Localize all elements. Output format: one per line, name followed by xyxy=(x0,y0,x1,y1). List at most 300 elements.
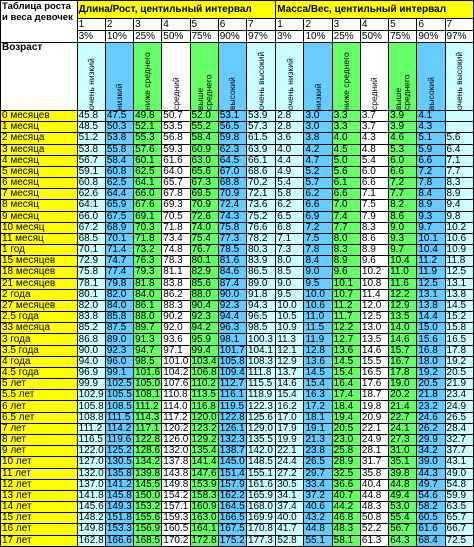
length-value-cell: 156.9 xyxy=(135,523,161,535)
length-value-cell: 90.0 xyxy=(218,289,246,300)
length-value-cell: 132.0 xyxy=(163,445,189,457)
weight-value-cell: 28.1 xyxy=(360,446,388,457)
weight-column-number-2: 2 xyxy=(304,19,332,31)
length-value-cell: 53.8 xyxy=(77,144,105,155)
length-value-cell: 88.0 xyxy=(134,312,162,323)
length-value-cell: 78.3 xyxy=(162,256,190,267)
weight-value-cell: 12.5 xyxy=(360,312,388,323)
weight-category-cell-5 xyxy=(389,43,417,111)
weight-value-cell: 6.8 xyxy=(276,222,304,233)
weight-value-cell: 20.9 xyxy=(360,412,388,423)
weight-value-cell: 54.8 xyxy=(445,479,473,490)
length-value-cell: 141.2 xyxy=(106,478,132,490)
length-value-cell: 158.3 xyxy=(191,489,217,501)
age-cell: 15 месяцев xyxy=(1,256,78,267)
length-value-cell: 134.2 xyxy=(135,456,161,468)
weight-value-cell: 8.5 xyxy=(276,267,304,278)
weight-value-cell: 43.2 xyxy=(304,513,332,524)
length-value-cell: 64.1 xyxy=(134,178,162,189)
length-value-cell: 64.0 xyxy=(162,166,190,177)
length-value-cell: 97.1 xyxy=(162,345,190,356)
length-value-cell: 104.1 xyxy=(246,345,275,356)
weight-value-cell: 17.0 xyxy=(276,412,304,423)
weight-value-cell: 4.1 xyxy=(417,111,445,122)
weight-value-cell: 7.5 xyxy=(360,200,388,211)
weight-value-cell: 10.6 xyxy=(445,233,473,244)
length-value-cell: 73.2 xyxy=(134,245,162,256)
age-cell: 9 лет xyxy=(1,446,78,457)
weight-value-cell: 11.5 xyxy=(304,323,332,334)
weight-value-cell: 37.7 xyxy=(445,446,473,457)
length-value-cell: 74.7 xyxy=(105,256,133,267)
length-value-cell: 72.4 xyxy=(218,200,246,211)
length-value-cell: 149.3 xyxy=(106,501,132,513)
table-row xyxy=(1,312,474,323)
weight-value-cell: 9.5 xyxy=(304,278,332,289)
length-value-cell: 67.8 xyxy=(162,189,190,200)
table-row xyxy=(1,356,474,367)
weight-value-cell: 52.8 xyxy=(276,535,304,546)
length-value-cell: 145.6 xyxy=(78,501,104,513)
length-value-cell: 58.4 xyxy=(190,133,218,144)
length-value-cell: 85.8 xyxy=(105,312,133,323)
length-value-cell: 151.4 xyxy=(219,467,245,479)
age-cell: 11 месяц xyxy=(1,233,78,244)
length-value-cell: 119.5 xyxy=(218,401,246,412)
length-value-cell: 60.1 xyxy=(134,155,162,166)
length-value-cell: 148.5 xyxy=(246,457,275,468)
weight-value-cell: 15.5 xyxy=(360,356,388,367)
age-cell: 10 лет xyxy=(1,457,78,468)
weight-value-cell: 13.1 xyxy=(445,278,473,289)
weight-value-cell: 8.6 xyxy=(360,233,388,244)
length-value-cell: 55.2 xyxy=(190,122,218,133)
table-row xyxy=(1,111,474,122)
weight-value-cell: 11.2 xyxy=(417,256,445,267)
weight-value-cell: 66.7 xyxy=(445,524,473,535)
length-value-cell: 74.0 xyxy=(190,222,218,233)
weight-value-cell: 40.4 xyxy=(360,479,388,490)
length-value-cell: 59.8 xyxy=(218,133,246,144)
length-value-cell: 64.4 xyxy=(105,189,133,200)
length-percentile-7: 97% xyxy=(246,31,275,43)
weight-value-cell: 14.4 xyxy=(417,312,445,323)
weight-value-cell: 22.1 xyxy=(360,423,388,434)
length-value-cell: 91.3 xyxy=(134,334,162,345)
length-value-cell: 85.6 xyxy=(190,278,218,289)
length-value-cell: 66.0 xyxy=(134,189,162,200)
length-value-cell: 112.7 xyxy=(218,379,246,390)
weight-value-cell: 16.8 xyxy=(417,345,445,356)
length-value-cell: 141.4 xyxy=(191,456,217,468)
weight-value-cell: 8.2 xyxy=(389,200,417,211)
length-value-cell: 105.5 xyxy=(106,389,132,401)
length-value-cell: 103.4 xyxy=(191,355,217,367)
weight-value-cell: 14.6 xyxy=(360,345,388,356)
length-value-cell: 99.1 xyxy=(105,367,133,378)
length-value-cell: 92.3 xyxy=(190,312,218,323)
table-row xyxy=(1,479,474,490)
weight-value-cell: 61.3 xyxy=(360,535,388,546)
weight-value-cell: 7.5 xyxy=(304,233,332,244)
weight-value-cell: 9.8 xyxy=(445,211,473,222)
length-value-cell: 172.8 xyxy=(191,534,217,546)
age-cell: 10 месяц xyxy=(1,222,78,233)
weight-value-cell: 32.5 xyxy=(332,468,360,479)
weight-value-cell: 7.7 xyxy=(389,189,417,200)
length-column-number-5: 5 xyxy=(190,19,218,31)
weight-value-cell: 5.6 xyxy=(332,166,360,177)
length-value-cell: 53.9 xyxy=(246,111,275,122)
length-value-cell: 108.8 xyxy=(78,411,104,423)
length-value-cell: 167.5 xyxy=(219,523,245,535)
length-value-cell: 117.2 xyxy=(162,412,190,423)
age-cell: 16 лет xyxy=(1,524,78,535)
table-title: Таблица роста и веса девочек xyxy=(1,1,78,43)
length-value-cell: 94.0 xyxy=(77,356,105,367)
table-row xyxy=(1,524,474,535)
age-cell: 21 месяцев xyxy=(1,278,78,289)
weight-value-cell: 29.7 xyxy=(304,468,332,479)
length-value-cell: 157.1 xyxy=(163,501,189,513)
table-row xyxy=(1,401,474,412)
weight-value-cell: 16.3 xyxy=(304,390,332,401)
weight-value-cell: 24.1 xyxy=(389,423,417,434)
weight-value-cell: 25.8 xyxy=(332,446,360,457)
length-percentile-1: 3% xyxy=(77,31,105,43)
weight-group-header: Масса/Вес, центильный интервал xyxy=(276,1,474,19)
weight-value-cell: 26.5 xyxy=(304,457,332,468)
table-row xyxy=(1,434,474,445)
length-value-cell: 157.9 xyxy=(219,478,245,490)
length-value-cell: 177.3 xyxy=(246,535,275,546)
weight-value-cell: 21.3 xyxy=(304,434,332,445)
length-value-cell: 108.5 xyxy=(106,400,132,412)
length-value-cell: 53.5 xyxy=(162,122,190,133)
length-value-cell: 53.1 xyxy=(218,111,246,122)
weight-value-cell: 61.6 xyxy=(417,524,445,535)
weight-column-number-3: 3 xyxy=(332,19,360,31)
weight-value-cell: 16.5 xyxy=(445,334,473,345)
age-cell: 9 месяц xyxy=(1,211,78,222)
weight-value-cell: 5.1 xyxy=(417,133,445,144)
length-value-cell: 68.5 xyxy=(77,233,105,244)
age-cell: 2.5 года xyxy=(1,312,78,323)
length-value-cell: 132.3 xyxy=(219,434,245,446)
length-value-cell: 166.6 xyxy=(106,534,132,546)
length-category-label: выше среднего xyxy=(194,74,214,110)
length-value-cell: 110.8 xyxy=(162,390,190,401)
length-value-cell: 160.5 xyxy=(163,523,189,535)
weight-percentile-4: 50% xyxy=(360,31,388,43)
weight-value-cell: 8.0 xyxy=(332,233,360,244)
length-value-cell: 85.2 xyxy=(77,323,105,334)
weight-category-label: средний xyxy=(369,77,380,110)
length-value-cell: 141.8 xyxy=(78,489,104,501)
length-value-cell: 96.5 xyxy=(246,312,275,323)
length-value-cell: 155.6 xyxy=(135,512,161,524)
weight-value-cell: 9.6 xyxy=(332,267,360,278)
length-value-cell: 88.3 xyxy=(162,300,190,311)
length-value-cell: 100.3 xyxy=(246,334,275,345)
weight-value-cell: 10.0 xyxy=(304,289,332,300)
length-value-cell: 87.4 xyxy=(218,278,246,289)
weight-value-cell: 8.3 xyxy=(445,178,473,189)
weight-value-cell: 37.2 xyxy=(304,490,332,501)
weight-value-cell: 10.4 xyxy=(417,245,445,256)
length-value-cell: 52.0 xyxy=(190,111,218,122)
weight-value-cell: 53.0 xyxy=(389,502,417,513)
weight-value-cell: 60.5 xyxy=(417,513,445,524)
weight-value-cell: 40.7 xyxy=(332,490,360,501)
weight-value-cell: 12.9 xyxy=(276,356,304,367)
length-value-cell: 86.2 xyxy=(162,289,190,300)
length-value-cell: 101.7 xyxy=(219,344,245,356)
length-value-cell: 62.3 xyxy=(218,144,246,155)
weight-percentile-3: 25% xyxy=(332,31,360,43)
length-category-cell-7 xyxy=(246,43,275,111)
length-value-cell: 65.9 xyxy=(105,200,133,211)
length-value-cell: 123.2 xyxy=(191,422,217,434)
length-value-cell: 118.9 xyxy=(246,390,275,401)
length-value-cell: 149.8 xyxy=(163,478,189,490)
weight-value-cell: 6.0 xyxy=(389,155,417,166)
length-value-cell: 72.1 xyxy=(246,189,275,200)
age-cell: 17 лет xyxy=(1,535,78,546)
length-value-cell: 90.2 xyxy=(162,312,190,323)
length-category-label: ниже среднего xyxy=(142,52,153,110)
weight-value-cell: 35.8 xyxy=(360,468,388,479)
weight-value-cell: 6.4 xyxy=(445,144,473,155)
length-value-cell: 67.2 xyxy=(77,222,105,233)
weight-value-cell: 7.8 xyxy=(304,245,332,256)
weight-value-cell: 19.8 xyxy=(360,401,388,412)
weight-value-cell: 3.9 xyxy=(389,122,417,133)
weight-value-cell: 9.0 xyxy=(304,267,332,278)
age-cell: 4.5 года xyxy=(1,367,78,378)
weight-value-cell: 44.8 xyxy=(389,479,417,490)
weight-value-cell: 13.5 xyxy=(360,334,388,345)
length-value-cell: 126.0 xyxy=(163,434,189,446)
length-value-cell: 170.2 xyxy=(163,534,189,546)
weight-value-cell: 5.6 xyxy=(445,133,473,144)
length-value-cell: 161.6 xyxy=(246,479,275,490)
length-value-cell: 62.5 xyxy=(105,178,133,189)
weight-value-cell: 39.0 xyxy=(417,457,445,468)
weight-value-cell: 11.7 xyxy=(332,312,360,323)
weight-value-cell: 3.6 xyxy=(276,133,304,144)
length-value-cell: 155.1 xyxy=(246,468,275,479)
group-header-row xyxy=(1,1,474,19)
length-value-cell: 72.6 xyxy=(190,211,218,222)
weight-value-cell: 8.6 xyxy=(389,211,417,222)
length-value-cell: 78.2 xyxy=(246,233,275,244)
weight-value-cell: 7.9 xyxy=(360,211,388,222)
age-column-header: Возраст xyxy=(1,43,78,111)
table-row xyxy=(1,412,474,423)
weight-value-cell: 12.5 xyxy=(417,278,445,289)
weight-value-cell: 14.6 xyxy=(276,379,304,390)
length-value-cell: 96.3 xyxy=(218,323,246,334)
length-value-cell: 135.4 xyxy=(191,445,217,457)
weight-value-cell: 7.1 xyxy=(445,155,473,166)
weight-value-cell: 15.2 xyxy=(445,312,473,323)
age-cell: 4 года xyxy=(1,356,78,367)
weight-value-cell: 13.8 xyxy=(417,300,445,311)
age-cell: 18 месяцев xyxy=(1,267,78,278)
length-value-cell: 116.5 xyxy=(77,434,105,445)
length-value-cell: 59.1 xyxy=(77,166,105,177)
table-header xyxy=(1,1,474,111)
weight-value-cell: 6.0 xyxy=(360,166,388,177)
table-row xyxy=(1,200,474,211)
length-category-cell-5 xyxy=(190,43,218,111)
length-column-number-4: 4 xyxy=(162,19,190,31)
weight-value-cell: 4.0 xyxy=(332,133,360,144)
length-value-cell: 90.4 xyxy=(190,300,218,311)
length-value-cell: 150.0 xyxy=(135,489,161,501)
weight-value-cell: 10.0 xyxy=(276,300,304,311)
weight-value-cell: 19.4 xyxy=(332,412,360,423)
length-value-cell: 65.7 xyxy=(162,178,190,189)
weight-value-cell: 11.0 xyxy=(389,267,417,278)
weight-value-cell: 12.2 xyxy=(332,323,360,334)
age-cell: 3 года xyxy=(1,334,78,345)
weight-column-number-5: 5 xyxy=(389,19,417,31)
length-value-cell: 92.0 xyxy=(162,323,190,334)
weight-value-cell: 44.3 xyxy=(417,468,445,479)
length-value-cell: 70.1 xyxy=(77,245,105,256)
length-value-cell: 151.8 xyxy=(106,512,132,524)
length-group-header: Длина/Рост, центильный интервал xyxy=(77,1,276,19)
length-value-cell: 84.0 xyxy=(134,289,162,300)
weight-value-cell: 9.7 xyxy=(389,245,417,256)
length-value-cell: 72.9 xyxy=(77,256,105,267)
weight-value-cell: 41.7 xyxy=(276,524,304,535)
weight-value-cell: 20.5 xyxy=(445,367,473,378)
age-cell: 13 лет xyxy=(1,490,78,501)
weight-value-cell: 19.2 xyxy=(445,356,473,367)
weight-value-cell: 40.0 xyxy=(276,513,304,524)
weight-value-cell: 10.8 xyxy=(360,278,388,289)
weight-value-cell: 65.7 xyxy=(445,513,473,524)
weight-value-cell: 33.4 xyxy=(304,479,332,490)
length-value-cell: 145.5 xyxy=(135,478,161,490)
length-value-cell: 91.8 xyxy=(246,289,275,300)
length-value-cell: 86.5 xyxy=(246,267,275,278)
table-row xyxy=(1,233,474,244)
length-value-cell: 60.8 xyxy=(105,166,133,177)
length-percentile-3: 25% xyxy=(134,31,162,43)
length-value-cell: 74.8 xyxy=(162,245,190,256)
length-value-cell: 166.5 xyxy=(219,512,245,524)
weight-category-cell-3 xyxy=(332,43,360,111)
length-value-cell: 137.8 xyxy=(163,456,189,468)
age-cell: 6 месяц xyxy=(1,178,78,189)
age-cell: 7 лет xyxy=(1,423,78,434)
weight-value-cell: 5.8 xyxy=(276,189,304,200)
weight-value-cell: 12.9 xyxy=(389,300,417,311)
age-cell: 8 лет xyxy=(1,434,78,445)
weight-percentile-1: 3% xyxy=(276,31,304,43)
weight-value-cell: 17.6 xyxy=(360,379,388,390)
age-cell: 15 лет xyxy=(1,513,78,524)
weight-value-cell: 59.9 xyxy=(445,490,473,501)
length-value-cell: 83.8 xyxy=(162,278,190,289)
length-value-cell: 168.5 xyxy=(135,534,161,546)
weight-value-cell: 44.2 xyxy=(332,502,360,513)
length-value-cell: 94.3 xyxy=(246,300,275,311)
length-value-cell: 110.2 xyxy=(190,379,218,390)
length-value-cell: 69.1 xyxy=(134,211,162,222)
length-value-cell: 60.9 xyxy=(190,144,218,155)
weight-value-cell: 7.3 xyxy=(276,245,304,256)
weight-value-cell: 9.0 xyxy=(389,222,417,233)
table-row xyxy=(1,535,474,546)
length-value-cell: 126.1 xyxy=(219,422,245,434)
length-value-cell: 108.3 xyxy=(246,356,275,367)
length-value-cell: 120.2 xyxy=(163,422,189,434)
length-value-cell: 70.9 xyxy=(190,200,218,211)
length-percentile-6: 90% xyxy=(218,31,246,43)
weight-value-cell: 27.3 xyxy=(389,434,417,445)
length-value-cell: 96.0 xyxy=(105,356,133,367)
length-value-cell: 53.8 xyxy=(105,133,133,144)
length-value-cell: 70.5 xyxy=(162,211,190,222)
length-value-cell: 169.9 xyxy=(246,513,275,524)
weight-value-cell: 72.5 xyxy=(445,535,473,546)
weight-value-cell: 5.3 xyxy=(389,144,417,155)
length-value-cell: 71.8 xyxy=(134,233,162,244)
length-value-cell: 125.2 xyxy=(106,445,132,457)
weight-value-cell: 2.8 xyxy=(276,122,304,133)
weight-value-cell: 7.7 xyxy=(445,166,473,177)
weight-value-cell: 5.2 xyxy=(304,166,332,177)
weight-value-cell: 4.4 xyxy=(276,155,304,166)
weight-value-cell: 49.7 xyxy=(417,479,445,490)
weight-value-cell xyxy=(445,122,473,133)
length-column-number-7: 7 xyxy=(246,19,275,31)
length-value-cell: 138.7 xyxy=(219,445,245,457)
age-cell: 27 месяцев xyxy=(1,300,78,311)
weight-value-cell: 11.0 xyxy=(304,312,332,323)
length-value-cell: 82.9 xyxy=(190,267,218,278)
length-value-cell: 77.3 xyxy=(218,233,246,244)
weight-value-cell: 3.8 xyxy=(304,133,332,144)
weight-value-cell: 9.3 xyxy=(389,233,417,244)
length-value-cell: 71.4 xyxy=(105,245,133,256)
weight-value-cell: 30.5 xyxy=(276,479,304,490)
length-value-cell: 168.0 xyxy=(246,502,275,513)
length-value-cell: 122.0 xyxy=(78,445,104,457)
table-row xyxy=(1,513,474,524)
length-value-cell: 142.0 xyxy=(246,446,275,457)
table-row xyxy=(1,144,474,155)
length-value-cell: 78.1 xyxy=(77,278,105,289)
weight-value-cell: 11.4 xyxy=(360,289,388,300)
weight-value-cell: 4.2 xyxy=(304,144,332,155)
length-value-cell: 119.6 xyxy=(105,434,133,445)
weight-category-label: высокий xyxy=(425,77,436,110)
table-row xyxy=(1,155,474,166)
length-value-cell: 83.9 xyxy=(246,256,275,267)
weight-value-cell: 54.6 xyxy=(417,490,445,501)
length-value-cell: 122.3 xyxy=(246,401,275,412)
weight-value-cell: 9.4 xyxy=(445,200,473,211)
length-category-cell-1 xyxy=(77,43,105,111)
weight-value-cell: 11.9 xyxy=(417,267,445,278)
weight-value-cell: 4.9 xyxy=(276,166,304,177)
